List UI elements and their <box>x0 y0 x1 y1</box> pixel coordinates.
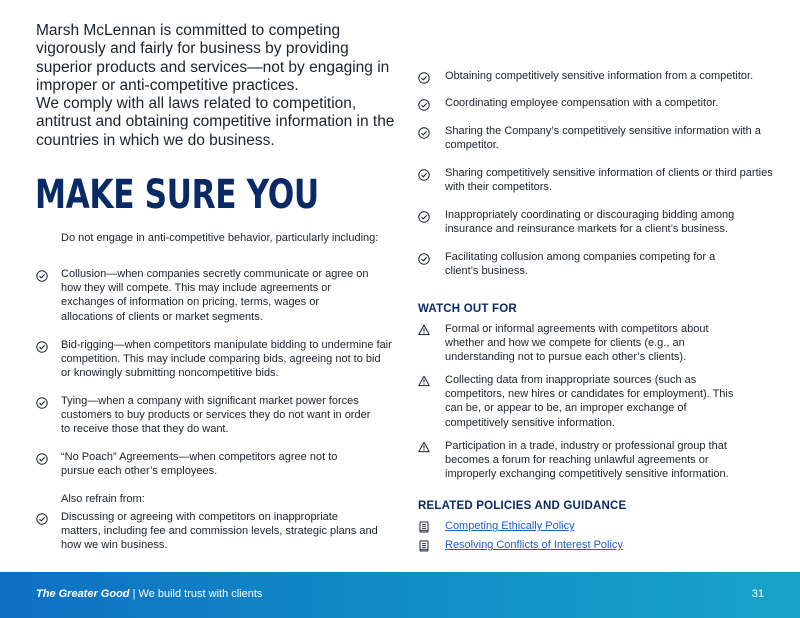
intro-paragraph-2: We comply with all laws related to competition, antitrust and obtaining competitive information in the countries in which we do business. <box>36 95 395 149</box>
document-icon <box>418 540 430 552</box>
list-item <box>445 439 750 482</box>
check-circle-icon <box>36 270 48 282</box>
related-title: RELATED POLICIES AND GUIDANCE <box>418 500 627 512</box>
list-item-text: Bid-rigging—when competitors manipulate bidding to undermine fair competition. This may include comparing bids, agreeing not to bid or knowingly submitting noncompetitive bids. <box>61 339 392 380</box>
list-item <box>61 510 379 553</box>
footer-tagline: We build trust with clients <box>138 588 263 600</box>
list-item <box>61 450 361 478</box>
check-circle-icon <box>418 253 430 265</box>
list-item <box>445 69 785 83</box>
list-item-text: Sharing the Company’s competitively sensitive information with a competitor. <box>445 125 761 152</box>
footer-bar <box>0 572 800 618</box>
document-icon <box>418 521 430 533</box>
related-link-item <box>445 538 623 552</box>
check-circle-icon <box>418 211 430 223</box>
list-item-text: Participation in a trade, industry or professional group that becomes a forum for reaching unlawful agreements or improperly exchanging competitively sensitive information. <box>445 440 729 481</box>
check-circle-icon <box>36 453 48 465</box>
warning-triangle-icon <box>418 324 430 336</box>
list-item-text: Sharing competitively sensitive information of clients or third parties with their competitors. <box>445 167 773 194</box>
related-link-item <box>445 519 575 533</box>
list-item <box>445 208 780 236</box>
list-item-text: Coordinating employee compensation with a competitor. <box>445 97 719 109</box>
check-circle-icon <box>36 341 48 353</box>
list-item <box>61 338 393 381</box>
list-item <box>445 96 785 110</box>
footer-brand: The Greater Good <box>36 588 130 600</box>
footer-caption <box>36 588 262 600</box>
footer-separator: | <box>129 588 139 600</box>
refrain-lead: Also refrain from: <box>61 493 145 505</box>
warning-triangle-icon <box>418 375 430 387</box>
list-item <box>61 267 371 324</box>
list-item-text: Tying—when a company with significant market power forces customers to buy products or services they do not want in order to receive those that they do want. <box>61 395 371 436</box>
list-item-text: “No Poach” Agreements—when competitors agree not to pursue each other’s employees. <box>61 451 338 478</box>
check-circle-icon <box>418 169 430 181</box>
list-item-text: Discussing or agreeing with competitors on inappropriate matters, including fee and commission levels, strategic plans and how we win business. <box>61 511 378 552</box>
list-item-text: Collecting data from inappropriate sources (such as competitors, new hires or candidates for employment). This can be, or appear to be, an improper exchange of competitively sensitive information. <box>445 374 734 429</box>
list-item-text: Facilitating collusion among companies competing for a client’s business. <box>445 251 716 278</box>
check-circle-icon <box>418 127 430 139</box>
page-number: 31 <box>751 588 764 600</box>
intro-text <box>36 22 396 150</box>
list-item-text: Inappropriately coordinating or discouraging bidding among insurance and reinsurance markets for a client’s business. <box>445 209 735 236</box>
competing-ethically-policy-link[interactable]: Competing Ethically Policy <box>445 520 575 532</box>
check-circle-icon <box>36 513 48 525</box>
warning-triangle-icon <box>418 441 430 453</box>
resolving-conflicts-policy-link[interactable]: Resolving Conflicts of Interest Policy <box>445 539 623 551</box>
list-item <box>61 394 381 437</box>
check-circle-icon <box>36 397 48 409</box>
make-sure-lead: Do not engage in anti-competitive behavior, particularly including: <box>61 232 379 244</box>
list-item <box>445 124 775 152</box>
list-item-text: Obtaining competitively sensitive information from a competitor. <box>445 70 754 82</box>
check-circle-icon <box>418 99 430 111</box>
check-circle-icon <box>418 72 430 84</box>
list-item <box>445 373 750 430</box>
list-item <box>445 166 775 194</box>
list-item-text: Formal or informal agreements with competitors about whether and how we compete for clients (e.g., an understanding not to pursue each other’s clients). <box>445 323 709 364</box>
watch-out-title: WATCH OUT FOR <box>418 303 517 315</box>
list-item-text: Collusion—when companies secretly communicate or agree on how they will compete. This may include agreements or exchanges of information on pricing, terms, wages or allocations of clients or market segments. <box>61 268 369 323</box>
list-item <box>445 250 745 278</box>
intro-paragraph-1: Marsh McLennan is committed to competing vigorously and fairly for business by providing superior products and services—not by engaging in improper or anti-competitive practices. <box>36 22 390 94</box>
list-item <box>445 322 745 365</box>
make-sure-heading: MAKE SURE YOU <box>35 172 319 218</box>
